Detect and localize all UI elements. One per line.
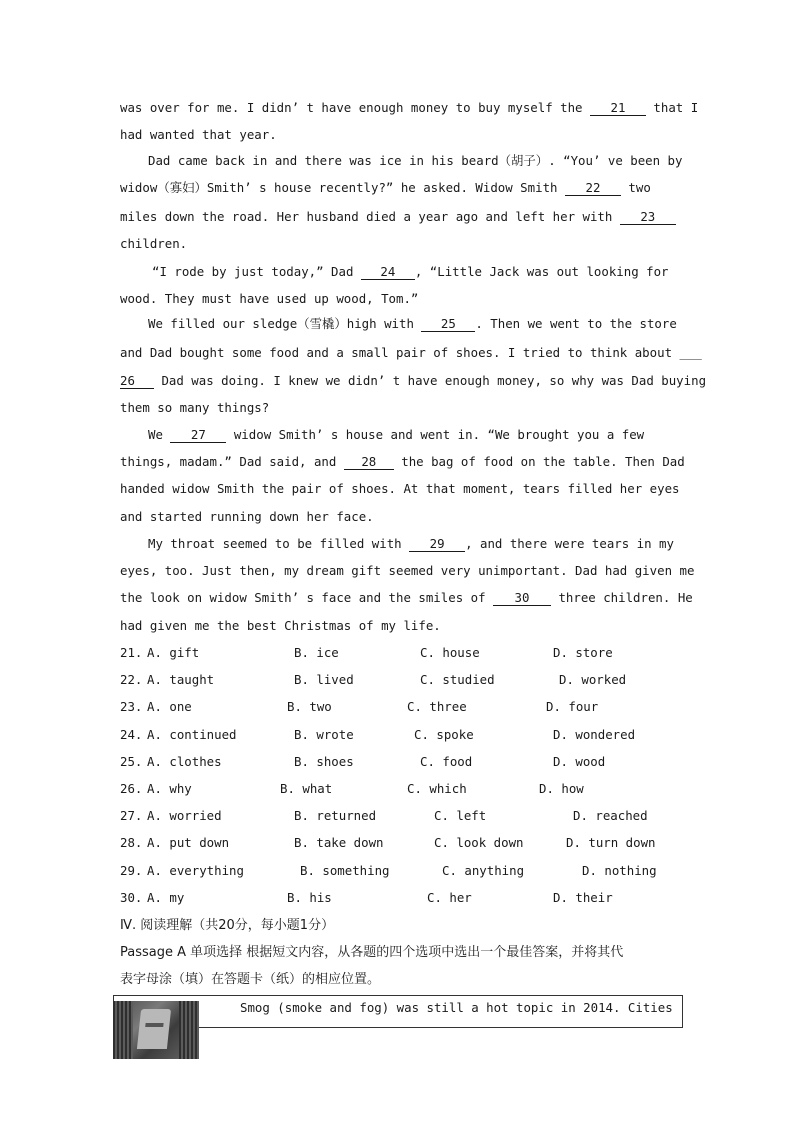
- text-line: widow（寡妇）Smith’ s house recently?” he asked. Widow Smith 22 two: [120, 180, 651, 195]
- question-row: 30. A. my B. his C. her D. their: [120, 890, 613, 905]
- option-d: D. store: [553, 645, 613, 660]
- section-instruction: Passage A 单项选择 根据短文内容，从各题的四个选项中选出一个最佳答案，并将其代: [120, 945, 624, 960]
- option-b: B. what: [280, 781, 333, 796]
- question-row: 26. A. why B. what C. which D. how: [120, 781, 584, 796]
- text-line: My throat seemed to be filled with 29 , and there were tears in my: [148, 536, 674, 551]
- text-line: wood. They must have used up wood, Tom.”: [120, 291, 419, 306]
- text-line: Dad came back in and there was ice in his beard（胡子）. “You’ ve been by: [148, 153, 683, 168]
- text-line: 26 Dad was doing. I knew we didn’ t have enough money, so why was Dad buying: [120, 373, 707, 388]
- option-a: A. gift: [147, 645, 200, 660]
- text-line: “I rode by just today,” Dad 24 , “Little Jack was out looking for: [152, 264, 669, 279]
- option-c: C. which: [407, 781, 467, 796]
- question-row: 21. A. gift B. ice C. house D. store: [120, 645, 613, 660]
- passage-a-first-line: Smog (smoke and fog) was still a hot topic in 2014. Cities: [240, 1000, 673, 1015]
- text-line: handed widow Smith the pair of shoes. At that moment, tears filled her eyes: [120, 481, 680, 496]
- gloss-beard: （胡子）: [498, 153, 549, 168]
- question-row: 29. A. everything B. something C. anything D. nothing: [120, 863, 657, 878]
- option-c: C. food: [420, 754, 473, 769]
- option-a: A. continued: [147, 727, 237, 742]
- option-c: C. anything: [442, 863, 525, 878]
- text-line: miles down the road. Her husband died a year ago and left her with 23: [120, 209, 680, 225]
- blank-22: 22: [565, 181, 621, 196]
- option-d: D. how: [539, 781, 584, 796]
- blank-25: 25: [421, 317, 475, 332]
- blank-30: 30: [493, 591, 551, 606]
- blank-28: 28: [344, 455, 394, 470]
- text-line: had wanted that year.: [120, 127, 277, 142]
- option-b: B. lived: [294, 672, 354, 687]
- option-d: D. worked: [559, 672, 627, 687]
- option-a: A. everything: [147, 863, 244, 878]
- section-heading: Ⅳ. 阅读理解（共20分，每小题1分）: [120, 918, 335, 933]
- option-d: D. four: [546, 699, 599, 714]
- option-a: A. why: [147, 781, 192, 796]
- text-line: had given me the best Christmas of my life.: [120, 618, 441, 633]
- question-row: 28. A. put down B. take down C. look down D. turn down: [120, 835, 656, 850]
- text-line: eyes, too. Just then, my dream gift seemed very unimportant. Dad had given me: [120, 563, 695, 578]
- question-row: 25. A. clothes B. shoes C. food D. wood: [120, 754, 606, 769]
- option-c: C. left: [434, 808, 487, 823]
- text-line: and started running down her face.: [120, 509, 374, 524]
- blank-27: 27: [170, 428, 226, 443]
- option-d: D. nothing: [582, 863, 657, 878]
- option-c: C. studied: [420, 672, 495, 687]
- stone-plaque-icon: [137, 1009, 171, 1049]
- question-row: 23. A. one B. two C. three D. four: [120, 699, 599, 714]
- option-a: A. worried: [147, 808, 222, 823]
- blank-23: 23: [620, 210, 676, 225]
- option-c: C. spoke: [414, 727, 474, 742]
- text-line: things, madam.” Dad said, and 28 the bag of food on the table. Then Dad: [120, 454, 685, 469]
- option-a: A. one: [147, 699, 192, 714]
- text-line: children.: [120, 236, 188, 251]
- option-b: B. two: [287, 699, 332, 714]
- option-d: D. their: [553, 890, 613, 905]
- text-line: and Dad bought some food and a small pair of shoes. I tried to think about ___: [120, 345, 702, 360]
- text-line: them so many things?: [120, 400, 270, 415]
- option-a: A. clothes: [147, 754, 222, 769]
- option-a: A. put down: [147, 835, 230, 850]
- option-b: B. shoes: [294, 754, 354, 769]
- option-b: B. take down: [294, 835, 384, 850]
- question-row: 22. A. taught B. lived C. studied D. worked: [120, 672, 627, 687]
- option-b: B. wrote: [294, 727, 354, 742]
- option-c: C. her: [427, 890, 472, 905]
- option-a: A. my: [147, 890, 185, 905]
- option-c: C. house: [420, 645, 480, 660]
- gloss-widow: （寡妇）: [157, 180, 207, 195]
- text-line: We 27 widow Smith’ s house and went in. “We brought you a few: [148, 427, 645, 442]
- option-b: B. returned: [294, 808, 377, 823]
- gloss-sledge: （雪橇）: [297, 316, 347, 331]
- option-c: C. three: [407, 699, 467, 714]
- option-d: D. wood: [553, 754, 606, 769]
- question-row: 27. A. worried B. returned C. left D. reached: [120, 808, 648, 823]
- question-row: 24. A. continued B. wrote C. spoke D. wondered: [120, 727, 636, 742]
- blank-29: 29: [409, 537, 465, 552]
- section-instruction: 表字母涂（填）在答题卡（纸）的相应位置。: [120, 972, 381, 987]
- option-c: C. look down: [434, 835, 524, 850]
- blank-26: 26: [120, 374, 154, 389]
- option-b: B. something: [300, 863, 390, 878]
- blank-21: 21: [590, 101, 646, 116]
- blank-24: 24: [361, 265, 415, 280]
- text-line: We filled our sledge（雪橇）high with 25 . Then we went to the store: [148, 316, 677, 331]
- option-a: A. taught: [147, 672, 215, 687]
- option-d: D. turn down: [566, 835, 656, 850]
- text-line: was over for me. I didn’ t have enough money to buy myself the 21 that I: [120, 100, 699, 115]
- text-line: the look on widow Smith’ s face and the smiles of 30 three children. He: [120, 590, 693, 605]
- option-d: D. reached: [573, 808, 648, 823]
- apec-photo: [113, 1001, 199, 1059]
- option-b: B. his: [287, 890, 332, 905]
- option-d: D. wondered: [553, 727, 636, 742]
- option-b: B. ice: [294, 645, 339, 660]
